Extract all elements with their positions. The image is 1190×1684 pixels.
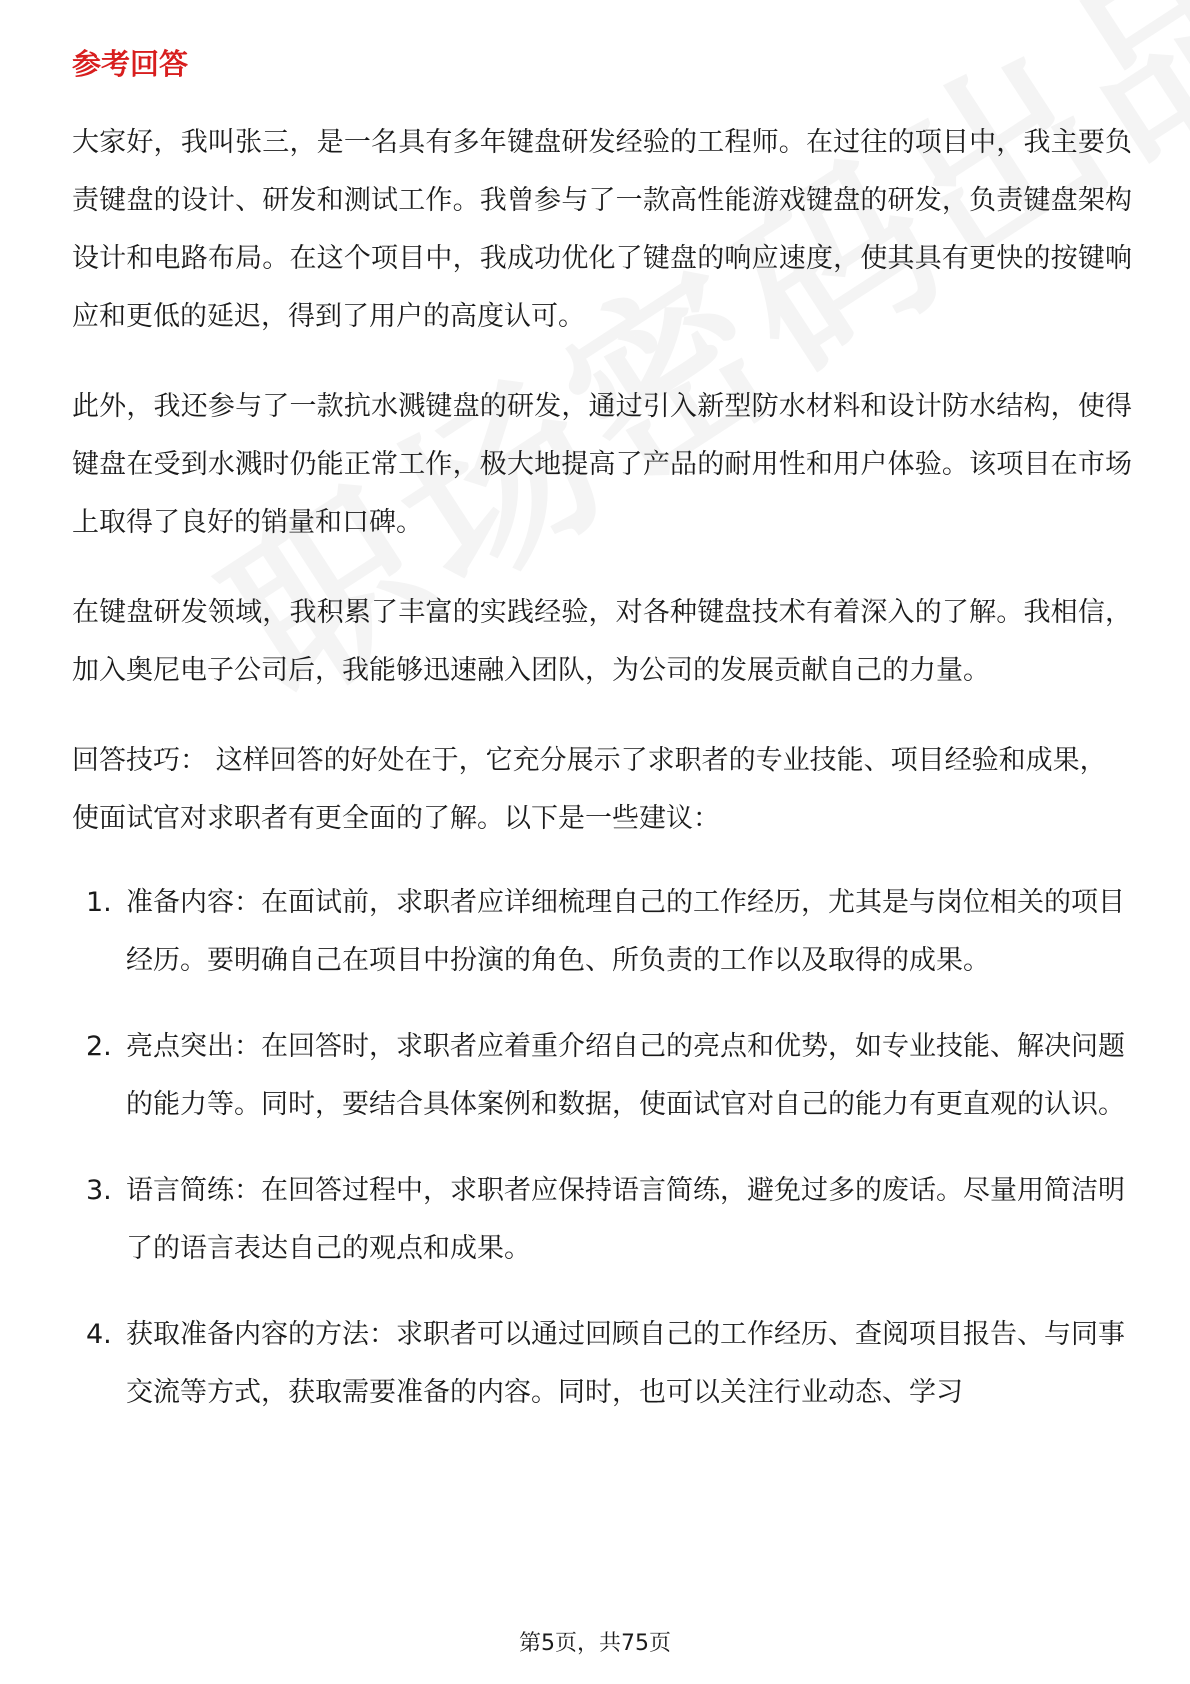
list-item [72,1306,1132,1422]
answer-paragraph: 此外，我还参与了一款抗水溅键盘的研发，通过引入新型防水材料和设计防水结构，使得键盘在受到水溅时仍能正常工作，极大地提高了产品的耐用性和用户体验。该项目在市场上取得了良好的销量和口碑。 [72,391,1132,538]
list-item-text: 准备内容：在面试前，求职者应详细梳理自己的工作经历，尤其是与岗位相关的项目经历。要明确自己在项目中扮演的角色、所负责的工作以及取得的成果。 [126,887,1125,976]
tips-paragraph: 回答技巧： 这样回答的好处在于，它充分展示了求职者的专业技能、项目经验和成果，使面试官对求职者有更全面的了解。以下是一些建议： [72,745,1107,834]
suggestion-list [72,874,1132,1422]
answer-paragraph: 在键盘研发领域，我积累了丰富的实践经验，对各种键盘技术有着深入的了解。我相信，加入奥尼电子公司后，我能够迅速融入团队，为公司的发展贡献自己的力量。 [72,597,1132,686]
list-number: 2. [86,1031,112,1062]
list-item-text: 亮点突出：在回答时，求职者应着重介绍自己的亮点和优势，如专业技能、解决问题的能力等。同时，要结合具体案例和数据，使面试官对自己的能力有更直观的认识。 [126,1031,1125,1120]
list-number: 1. [86,887,112,918]
answer-paragraph: 大家好，我叫张三，是一名具有多年键盘研发经验的工程师。在过往的项目中，我主要负责键盘的设计、研发和测试工作。我曾参与了一款高性能游戏键盘的研发，负责键盘架构设计和电路布局。在这个项目中，我成功优化了键盘的响应速度，使其具有更快的按键响应和更低的延迟，得到了用户的高度认可。 [72,127,1132,332]
list-number: 4. [86,1319,112,1350]
section-heading: 参考回答 [72,47,189,81]
list-item [72,874,1132,990]
list-item-text: 语言简练：在回答过程中，求职者应保持语言简练，避免过多的废话。尽量用简洁明了的语言表达自己的观点和成果。 [126,1175,1125,1264]
page-number: 第5页，共75页 [519,1631,671,1656]
list-item [72,1018,1132,1134]
list-item-text: 获取准备内容的方法：求职者可以通过回顾自己的工作经历、查阅项目报告、与同事交流等方式，获取需要准备的内容。同时，也可以关注行业动态、学习 [126,1319,1125,1408]
document-body [72,44,1132,1450]
list-number: 3. [86,1175,112,1206]
list-item [72,1162,1132,1278]
